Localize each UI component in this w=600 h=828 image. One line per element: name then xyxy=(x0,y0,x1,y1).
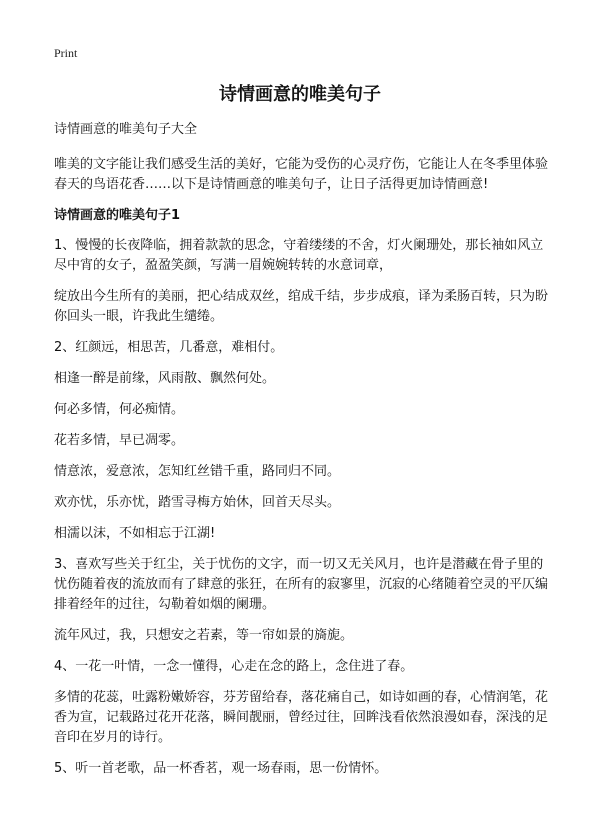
paragraph: 相逢一醉是前缘，风雨散、飘然何处。 xyxy=(54,371,276,386)
paragraph: 2、红颜远，相思苦，几番意，难相付。 xyxy=(54,340,284,355)
paragraph: 多情的花蕊，吐露粉嫩娇容，芬芳留给春，落花痛自己，如诗如画的春，心情润笔，花香为宣，记载路过花开花落，瞬间靓丽，曾经过往，回眸浅看依然浪漫如春，深浅的足音印在岁月的诗行。 xyxy=(54,690,549,745)
paragraph: 何必多情，何必痴情。 xyxy=(54,402,185,417)
paragraph: 情意浓，爱意浓，怎知红丝错千重，路同归不同。 xyxy=(54,464,341,479)
section-heading: 诗情画意的唯美句子1 xyxy=(54,208,181,223)
page-title: 诗情画意的唯美句子 xyxy=(219,84,381,105)
paragraph: 欢亦忧，乐亦忧，踏雪寻梅方始休，回首天尽头。 xyxy=(54,495,341,510)
paragraph: 绽放出今生所有的美丽，把心结成双丝，绾成千结，步步成痕，译为柔肠百转，只为盼你回头一眼，许我此生缱绻。 xyxy=(54,289,549,324)
article-body xyxy=(54,120,550,790)
paragraph: 5、听一首老歌，品一杯香茗，观一场春雨，思一份情怀。 xyxy=(54,761,388,776)
intro-paragraph: 唯美的文字能让我们感受生活的美好，它能为受伤的心灵疗伤，它能让人在冬季里体验春天的鸟语花香……以下是诗情画意的唯美句子，让日子活得更加诗情画意! xyxy=(54,157,549,192)
paragraph: 1、慢慢的长夜降临，拥着款款的思念，守着缕缕的不舍，灯火阑珊处，那长袖如风立尽中宵的女子，盈盈笑颜，写满一眉婉婉转转的水意词章， xyxy=(54,238,544,273)
article-subtitle: 诗情画意的唯美句子大全 xyxy=(54,122,198,137)
paragraph: 相濡以沫，不如相忘于江湖! xyxy=(54,526,216,541)
paragraph: 花若多情，早已凋零。 xyxy=(54,433,185,448)
paragraph: 流年风过，我，只想安之若素，等一帘如景的旖旎。 xyxy=(54,628,354,643)
print-link[interactable]: Print xyxy=(54,46,78,60)
paragraph: 3、喜欢写些关于红尘，关于忧伤的文字，而一切又无关风月，也许是潜藏在骨子里的忧伤随着夜的流放而有了肆意的张狂，在所有的寂寥里，沉寂的心绪随着空灵的平仄编排着经年的过往，勾勒着如烟的阑珊。 xyxy=(54,557,549,612)
paragraph: 4、一花一叶情，一念一懂得，心走在念的路上，念住进了春。 xyxy=(54,659,414,674)
